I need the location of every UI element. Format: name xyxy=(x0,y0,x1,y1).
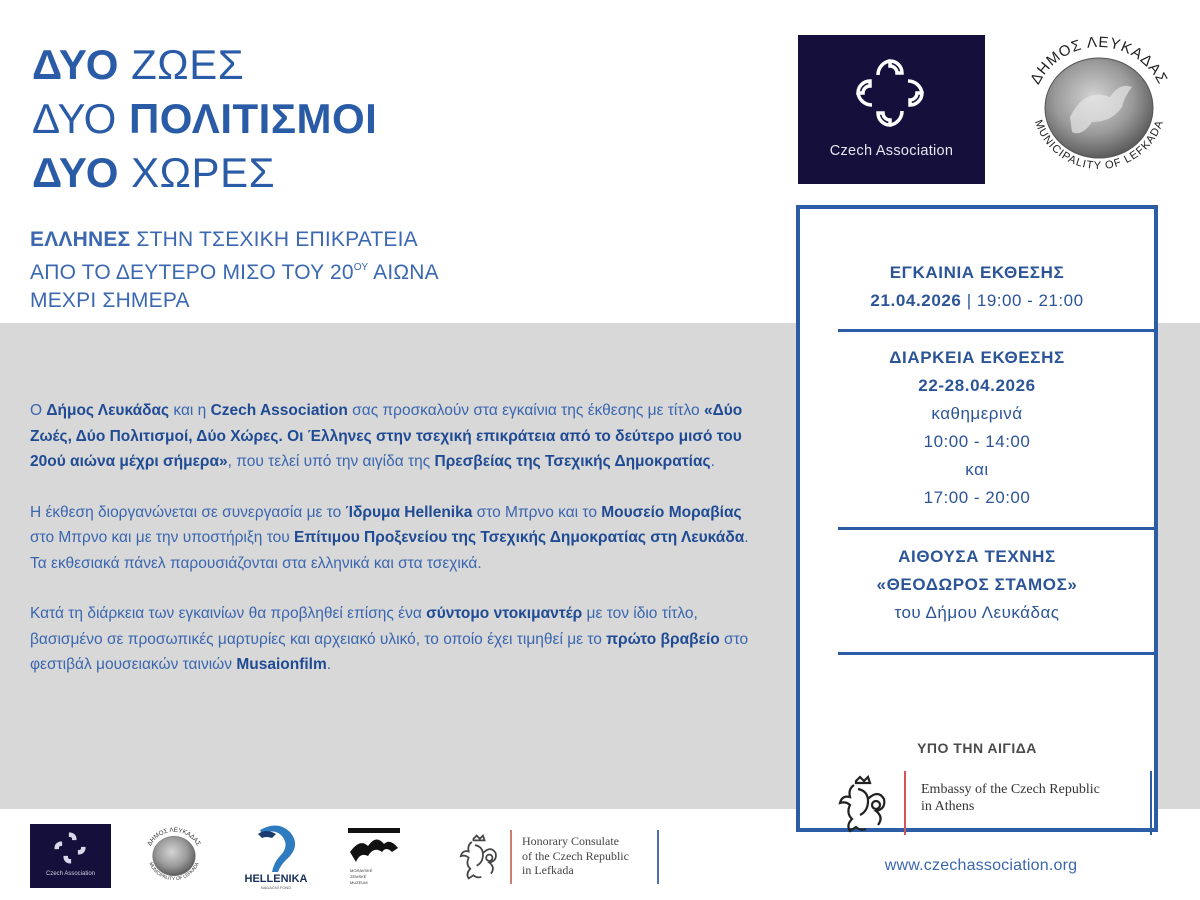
svg-text:MUNICIPALITY OF LEFKADA: MUNICIPALITY OF LEFKADA xyxy=(147,861,201,883)
red-divider xyxy=(904,771,906,835)
opening-datetime xyxy=(800,287,1154,315)
event-info-box xyxy=(796,205,1158,832)
website-link[interactable]: www.czechassociation.org xyxy=(884,857,1078,874)
opening-time: 19:00 - 21:00 xyxy=(976,291,1084,310)
embassy-logo xyxy=(838,771,1158,837)
duration-heading: ΔΙΑΡΚΕΙΑ ΕΚΘΕΣΗΣ xyxy=(889,348,1065,367)
duration-section xyxy=(800,344,1154,512)
text: στο Μπρνο και με την υποστήριξη του xyxy=(30,529,295,546)
venue-name: «ΘΕΟΔΩΡΟΣ ΣΤΑΜΟΣ» xyxy=(876,575,1078,594)
subtitle-line-3: ΜΕΧΡΙ ΣΗΜΕΡΑ xyxy=(30,289,190,312)
opening-heading: ΕΓΚΑΙΝΙΑ ΕΚΘΕΣΗΣ xyxy=(889,263,1065,282)
footer-hellenika-logo xyxy=(238,820,314,890)
consulate-line-1: Honorary Consulate xyxy=(522,834,619,848)
text: στο Μπρνο και το xyxy=(472,503,602,521)
consulate-text xyxy=(522,834,629,878)
exhibition-subtitle xyxy=(30,226,439,315)
opening-date: 21.04.2026 xyxy=(870,291,962,310)
subtitle-superscript: ΟΥ xyxy=(353,262,369,273)
svg-text:MORAVSKÉ: MORAVSKÉ xyxy=(350,868,373,873)
title-word: ΖΩΕΣ xyxy=(131,41,245,88)
text: Η έκθεση διοργανώνεται σε συνεργασία με το xyxy=(30,503,346,521)
blue-divider xyxy=(657,830,659,884)
text: . Τα εκθεσιακά πάνελ παρουσιάζονται στα ελληνικά και στα τσεχικά. xyxy=(30,529,749,572)
emphasis: Πρεσβείας της Τσεχικής Δημοκρατίας xyxy=(434,453,711,470)
svg-text:NADAČNÍ FOND: NADAČNÍ FOND xyxy=(260,885,292,890)
exhibition-title xyxy=(32,38,377,200)
opening-section xyxy=(800,259,1154,315)
czech-association-mark-icon xyxy=(52,830,88,866)
czech-association-logo xyxy=(798,35,985,184)
venue-heading: ΑΙΘΟΥΣΑ ΤΕΧΝΗΣ xyxy=(898,547,1056,566)
text: . xyxy=(326,656,332,673)
title-word: ΔΥΟ xyxy=(32,149,119,196)
under-the-auspices-label: ΥΠΟ ΤΗΝ ΑΙΓΙΔΑ xyxy=(917,740,1037,756)
paragraph-1 xyxy=(30,398,760,475)
text: στο φεστιβάλ μουσειακών ταινιών xyxy=(30,630,749,673)
czech-association-mark-icon xyxy=(850,53,930,133)
evening-hours: 17:00 - 20:00 xyxy=(923,488,1031,507)
czech-lion-icon xyxy=(458,834,500,880)
emphasis: Czech Association xyxy=(210,402,348,419)
subtitle-line-2 xyxy=(30,254,439,287)
footer-czech-association-logo xyxy=(30,824,111,888)
text: και η xyxy=(169,402,211,419)
title-line-2 xyxy=(32,92,377,146)
subtitle-text: ΑΙΩΝΑ xyxy=(373,261,439,284)
embassy-line-1: Embassy of the Czech Republic xyxy=(921,782,1100,797)
divider xyxy=(838,329,1154,332)
svg-text:HELLENIKA: HELLENIKA xyxy=(244,873,308,885)
text: , που τελεί υπό την αιγίδα της xyxy=(227,453,435,470)
blue-divider xyxy=(1150,771,1152,835)
text: Κατά τη διάρκεια των εγκαινίων θα προβληθεί επίσης ένα xyxy=(30,605,427,622)
text: Ο xyxy=(30,402,47,419)
footer-moravian-museum-logo xyxy=(344,828,409,890)
divider xyxy=(838,652,1154,655)
consulate-line-3: in Lefkada xyxy=(522,863,574,877)
emphasis: πρώτο βραβείο xyxy=(606,630,720,648)
venue-section xyxy=(800,543,1154,627)
paragraph-3 xyxy=(30,601,760,678)
title-word: ΧΩΡΕΣ xyxy=(131,149,276,196)
title-word: ΔΥΟ xyxy=(32,95,117,142)
svg-text:ΔΗΜΟΣ ΛΕΥΚΑΔΑΣ: ΔΗΜΟΣ ΛΕΥΚΑΔΑΣ xyxy=(146,826,202,848)
text: με τον ίδιο τίτλο, βασισμένο σε προσωπικές μαρτυρίες και αρχειακό υλικό, το οποίο έχει τιμηθεί με το xyxy=(30,605,698,648)
title-word: ΔΥΟ xyxy=(32,41,119,88)
duration-dates: 22-28.04.2026 xyxy=(918,376,1036,395)
subtitle-text: ΑΠΟ ΤΟ ΔΕΥΤΕΡΟ ΜΙΣΟ ΤΟΥ 20 xyxy=(30,261,354,284)
svg-text:ΔΗΜΟΣ ΛΕΥΚΑΔΑΣ: ΔΗΜΟΣ ΛΕΥΚΑΔΑΣ xyxy=(1026,33,1172,88)
svg-text:ZEMSKÉ: ZEMSKÉ xyxy=(350,874,367,879)
municipality-of-lefkada-logo xyxy=(1010,22,1188,194)
daily-label: καθημερινά xyxy=(931,404,1023,423)
emphasis: «Δύο Ζωές, Δύο Πολιτισμοί, Δύο Χώρες. Οι Έλληνες στην τσεχική επικράτεια από το δεύτερο μισό του 20ού αιώνα μέχρι σήμερα» xyxy=(30,402,743,470)
subtitle-line-1 xyxy=(30,226,439,254)
emphasis: Ίδρυμα Hellenika xyxy=(345,503,473,521)
title-line-1 xyxy=(32,38,377,92)
red-divider xyxy=(510,830,512,884)
title-line-3 xyxy=(32,146,377,200)
footer-lefkada-logo xyxy=(138,822,210,890)
embassy-text xyxy=(921,781,1100,815)
morning-hours: 10:00 - 14:00 xyxy=(923,432,1031,451)
separator: | xyxy=(961,291,977,310)
subtitle-text: ΣΤΗΝ ΤΣΕΧΙΚΗ ΕΠΙΚΡΑΤΕΙΑ xyxy=(136,228,418,251)
czech-lion-icon xyxy=(838,775,888,833)
divider xyxy=(838,527,1154,530)
title-word: ΠΟΛΙΤΙΣΜΟΙ xyxy=(128,95,378,142)
czech-association-label: Czech Association xyxy=(45,871,96,877)
emphasis: Δήμος Λευκάδας xyxy=(46,402,170,419)
footer-honorary-consulate-logo xyxy=(458,830,663,886)
czech-association-label: Czech Association xyxy=(829,143,954,159)
emphasis: σύντομο ντοκιμαντέρ xyxy=(426,605,583,622)
text: σας προσκαλούν στα εγκαίνια της έκθεσης με τίτλο xyxy=(347,402,704,419)
and-label: και xyxy=(965,460,989,479)
venue-owner: του Δήμου Λευκάδας xyxy=(894,603,1060,622)
paragraph-2 xyxy=(30,500,760,577)
subtitle-bold: ΕΛΛΗΝΕΣ xyxy=(30,228,131,251)
emphasis: Μουσείο Μοραβίας xyxy=(601,503,742,521)
emphasis: Musaionfilm xyxy=(236,656,327,673)
text: . xyxy=(710,453,715,470)
embassy-line-2: in Athens xyxy=(921,799,975,814)
invitation-body xyxy=(30,398,760,703)
svg-text:MUNICIPALITY OF LEFKADA: MUNICIPALITY OF LEFKADA xyxy=(1031,118,1167,173)
svg-text:MUZEUM: MUZEUM xyxy=(350,880,368,885)
emphasis: Επίτιμου Προξενείου της Τσεχικής Δημοκρατίας στη Λευκάδα xyxy=(294,529,745,546)
consulate-line-2: of the Czech Republic xyxy=(522,848,629,863)
